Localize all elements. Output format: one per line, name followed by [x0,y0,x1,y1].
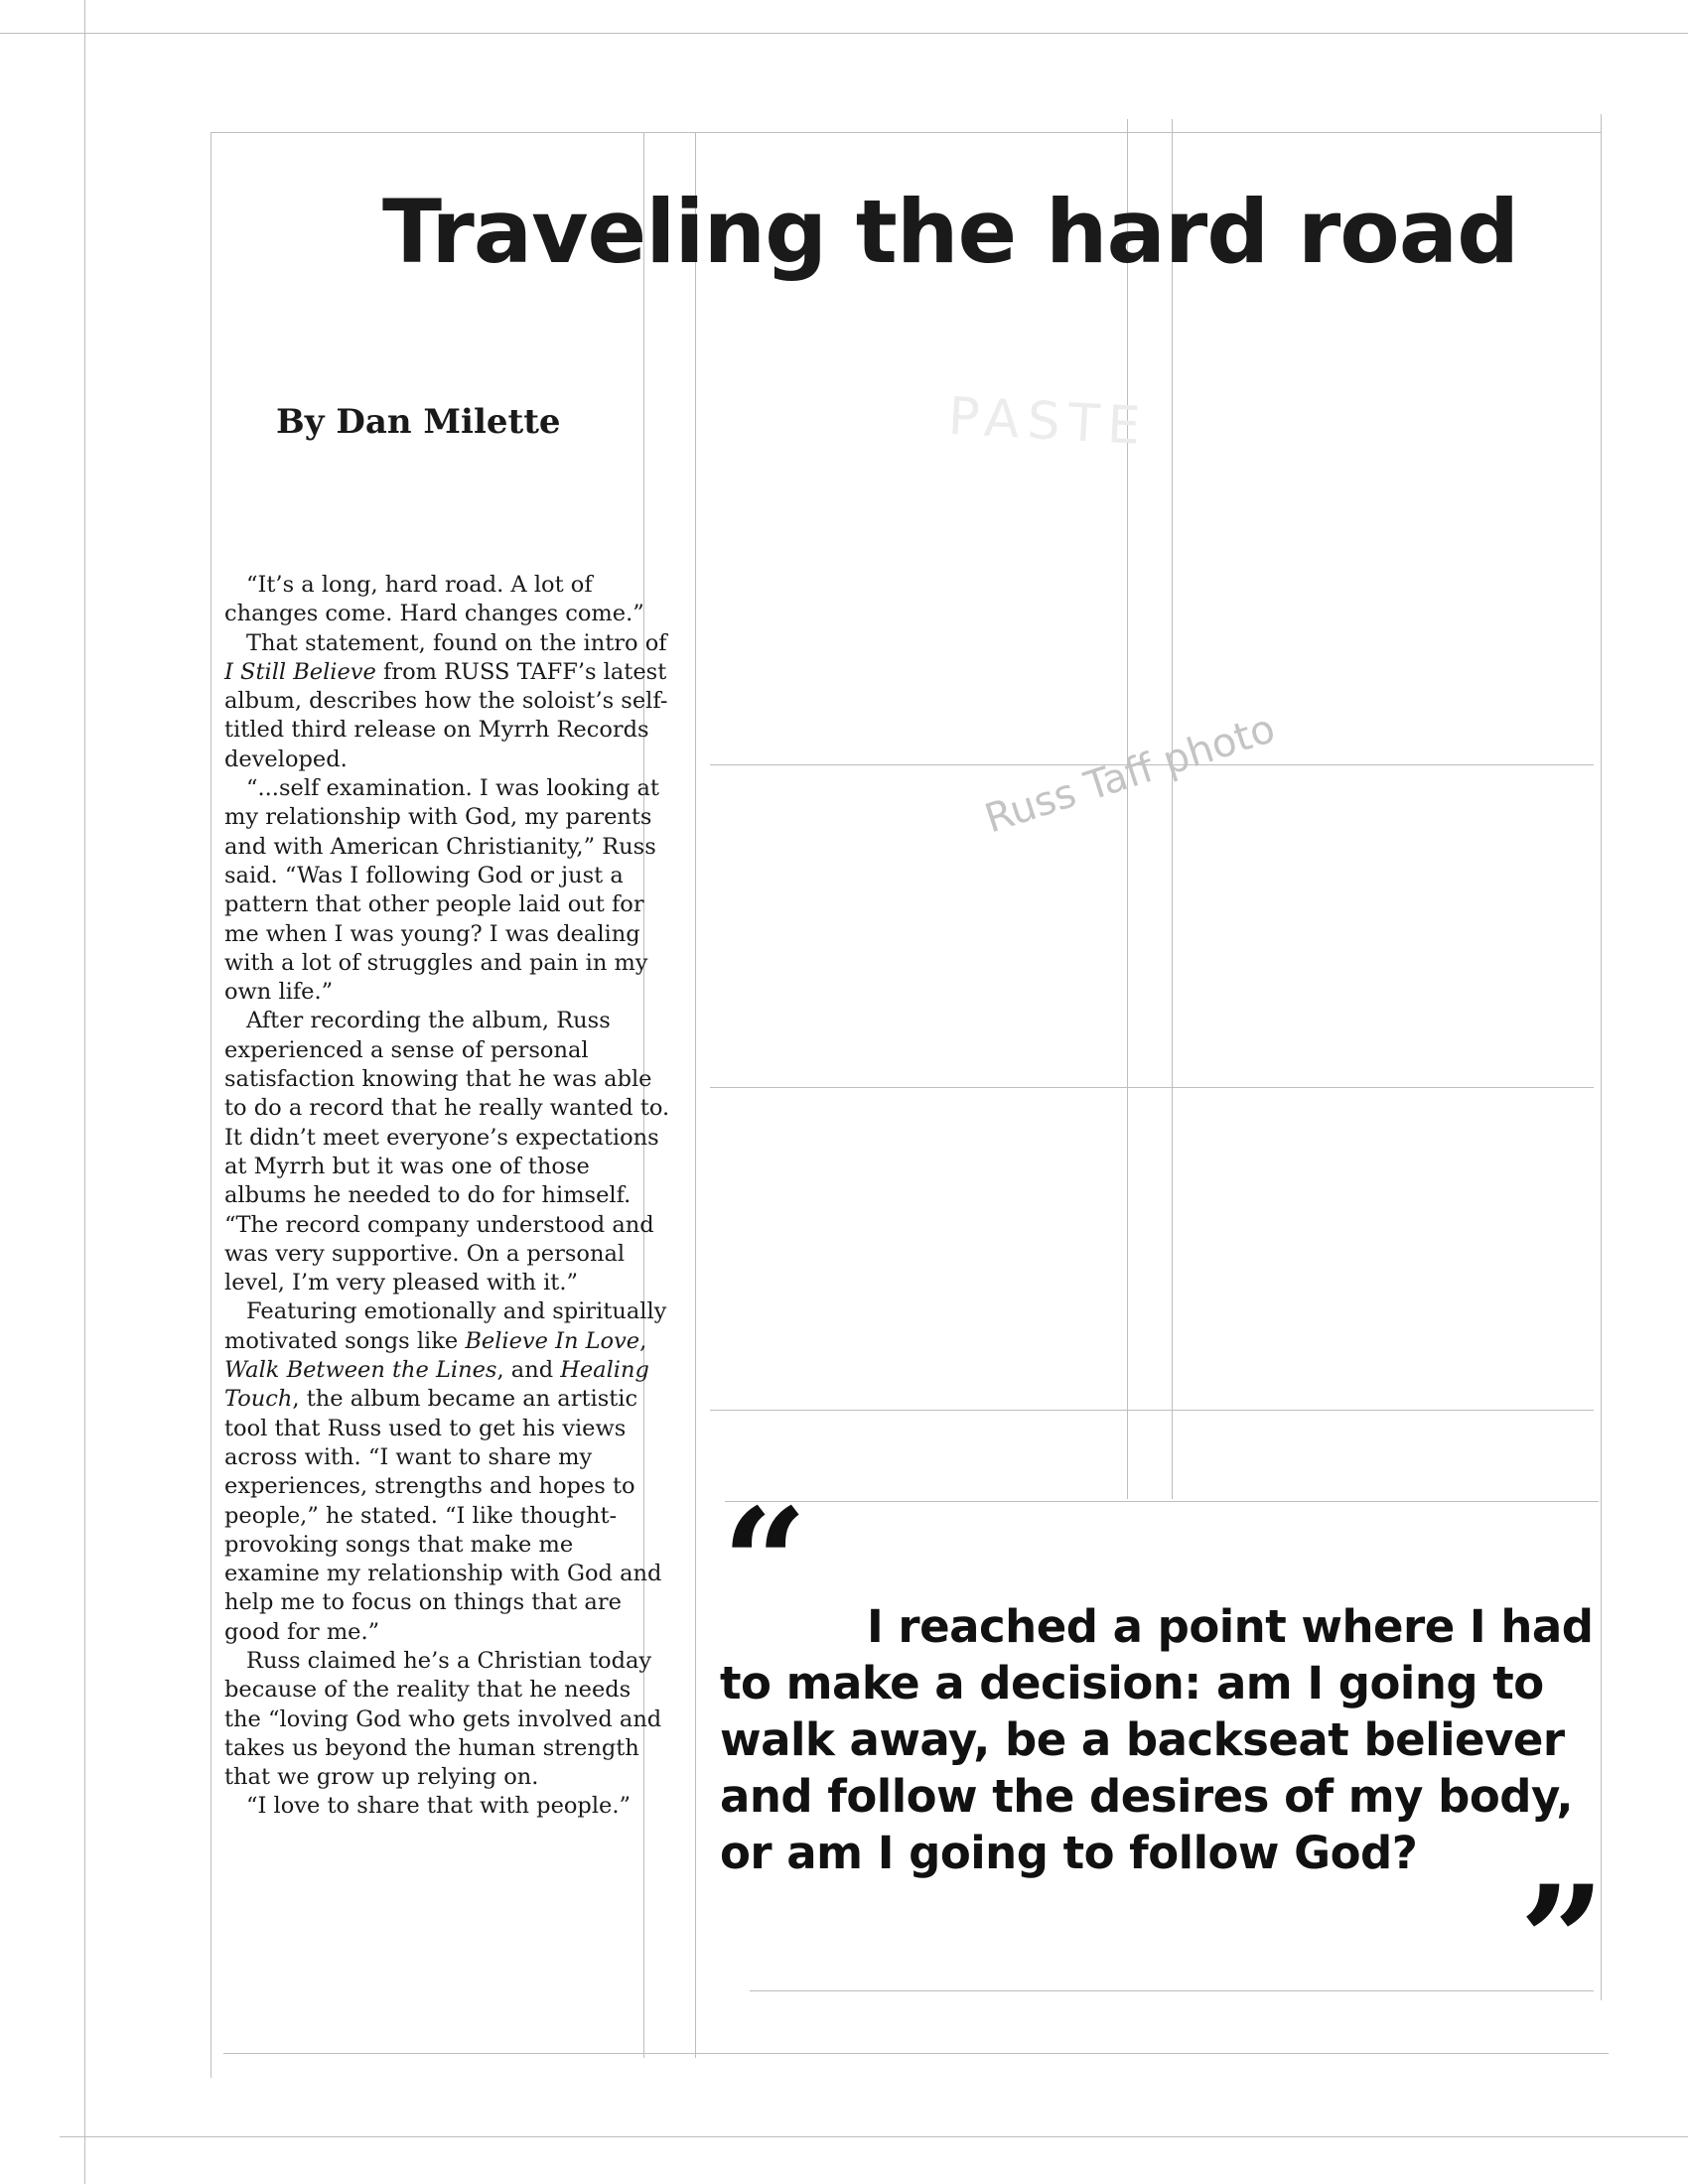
article-paragraph [224,1792,671,1821]
pull-quote: I reached a point where I had to make a decision: am I going to walk away, be a backseat believer and follow the desires of my body, or am I going to follow God? [720,1600,1594,1879]
song-title: Healing Touch [224,1357,649,1413]
layout-border-bottom [223,2053,1609,2054]
song-title: Believe In Love [465,1327,640,1354]
article-text: , and [496,1357,561,1384]
quote-rule-top [725,1501,1599,1502]
byline: By Dan Milette [276,402,561,442]
article-text: That statement, found on the intro of [246,629,667,656]
scan-edge-bottom [60,2136,1688,2137]
article-paragraph [224,1007,671,1297]
article-text: “...self examination. I was looking at my relationship with God, my parents and with American Christianity,” Russ said. “Was I following God or just a pattern that other people laid out for me when I was young? I was dealing with a lot of struggles and pain in my own life.” [224,775,659,1006]
article-paragraph [224,1647,671,1792]
article-text: , the album became an artistic tool that Russ used to get his views across with. “I want to share my experiences, strengths and hopes to people,” he stated. “I like thought-provoking songs that make me examine my relationship with God and help me to focus on things that are good for me.” [224,1386,662,1645]
article-text: “It’s a long, hard road. A lot of changes come. Hard changes come.” [224,572,644,627]
open-quote-mark: “ [722,1476,808,1651]
article-text: “I love to share that with people.” [246,1793,631,1820]
photo-placeholder [720,129,1618,1489]
article-paragraph [224,1297,671,1647]
layout-guide-col2 [695,132,696,2058]
scan-edge-left [84,0,85,2184]
article-body [224,571,671,1822]
handwritten-photo-note: Russ Taff photo [979,705,1281,843]
article-text: After recording the album, Russ experienced a sense of personal satisfaction knowing that he was able to do a record that he really wanted to. It didn’t meet everyone’s expectations at Myrrh but it was one of those albums he needed to do for himself. “The record company understood and was very supportive. On a personal level, I’m very pleased with it.” [224,1008,670,1297]
article-paragraph [224,629,671,774]
faint-stamp: PASTE [946,386,1150,458]
article-text: , [639,1327,647,1354]
article-text: Featuring emotionally and spiritually motivated songs like [224,1298,667,1354]
headline: Traveling the hard road [382,181,1519,283]
song-title: Walk Between the Lines [224,1357,497,1384]
article-text: from RUSS TAFF’s latest album, describes how the soloist’s self-titled third release on Myrrh Records developed. [224,658,668,772]
article-paragraph [224,571,671,629]
quote-rule-bottom [750,1990,1594,1991]
close-quote-mark: ” [1519,1853,1606,2028]
scan-edge-top [0,33,1688,34]
song-title: I Still Believe [224,658,376,685]
article-text: Russ claimed he’s a Christian today because of the reality that he needs the “loving God who gets involved and takes us beyond the human strength that we grow up relying on. [224,1647,662,1791]
article-paragraph [224,774,671,1007]
